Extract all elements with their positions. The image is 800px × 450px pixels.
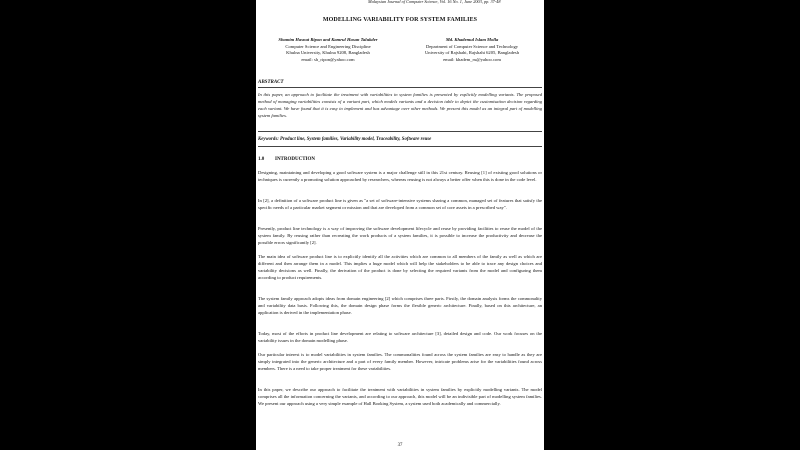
paper-title: MODELLING VARIABILITY FOR SYSTEM FAMILIES xyxy=(322,17,478,23)
author-email: email: khadem_ru@yahoo.com xyxy=(443,56,501,62)
paragraph: Presently, product line technology is a way of improving the software development lifecycle and reuse by providing facilities to reuse the model of the system family. By reusing rather than recreating the work products of a system families, it is possible to increase the productivity and decrease the possible errors significantly [2]. xyxy=(258,226,542,245)
paragraph: Designing, maintaining and developing a good software system is a major challenge still in this 21st century. Reusing [1] of existing good solutions or techniques is currently a promoting solution approached by researchers, whereas reusing is not always a better offer when this is done in the code level. xyxy=(258,170,542,182)
author-block-1 xyxy=(256,37,400,63)
keywords-rule xyxy=(258,146,542,147)
author-department: Computer Science and Engineering Discipline xyxy=(285,43,371,49)
author-affiliation: University of Rajshahi, Rajshahi 6205, Bangladesh xyxy=(424,50,520,56)
paragraph: In [2], a definition of a software product line is given as "a set of software-intensive systems sharing a common, managed set of features that satisfy the specific needs of a particular market segment or mission and that are developed from a common set of core assets in a prescribed way". xyxy=(258,198,542,210)
author-email: email: sh_ripon@yahoo.com xyxy=(301,56,355,62)
keywords: Keywords: Product line, System families, Variability model, Traceability, Software reuse xyxy=(258,137,432,142)
page-number: 37 xyxy=(397,443,403,448)
paragraph: Our particular interest is to model variabilities in system families. The commonalities found across the system families are easy to handle as they are simply integrated into the generic architecture and a part of every family member. However, intricate problems arise for the variabilities found across members. There is a need to take proper treatment for these variabilities. xyxy=(258,352,542,371)
paper-page xyxy=(256,0,544,450)
paragraph: Today, most of the efforts in product line development are relating to software architecture [3], detailed design and code. Our work focuses on the variability issues in the domain modelling phase. xyxy=(258,331,542,343)
abstract-bottom-rule xyxy=(258,131,542,132)
abstract-top-rule xyxy=(258,87,542,88)
paragraph: The system family approach adopts ideas from domain engineering [2] which comprises three parts. Firstly, the domain analysis forms the commonality and variability data basis. Following this, the domain design phase forms the flexible generic architecture. Finally, based on this architecture, an application is derived in the implementation phase. xyxy=(258,296,542,315)
paragraph: In this paper, we describe our approach to facilitate the treatment with variabilities in system families by explicitly modelling variants. The model comprises all the information concerning the variants, and according to our approach, this model will be an indivisible part of modelling system families. We present our approach using a very simple example of Hall Booking System, a system used both academically and commercially. xyxy=(258,387,542,406)
journal-header: Malaysian Journal of Computer Science, Vol. 16 No. 1, June 2003, pp. 37-48 xyxy=(368,0,501,4)
author-block-2 xyxy=(400,37,544,63)
author-affiliation: Khulna University, Khulna 9208, Bangladesh xyxy=(286,50,370,56)
author-names: Shamim Hasnat Ripon and Kamrul Hasan Talukder xyxy=(278,37,378,42)
section-title: INTRODUCTION xyxy=(275,157,316,162)
author-department: Department of Computer Science and Technology xyxy=(425,43,519,49)
author-names: Md. Khademul Islam Molla xyxy=(445,37,499,42)
section-number: 1.0 xyxy=(258,157,265,162)
paragraph: The main idea of software product line is to explicitly identify all the activities which are common to all members of the family as well as which are different and then arrange them in a model. This implies a huge model which will help the stakeholders to be able to trace any design choices and variability decisions as well. Finally, the derivation of the product is done by selecting the required variants from the model and configuring them according to product requirements. xyxy=(258,254,542,280)
abstract-heading: ABSTRACT xyxy=(258,80,284,85)
abstract-text: In this paper, an approach to facilitate the treatment with variabilities in system families is presented by explicitly modelling variants. The proposed method of managing variabilities consists of a variant part, which models variants and a decision table to depict the customisation decision regarding each variant. We have found that it is easy to implement and has advantage over other methods. We present this model as an integral part of modelling system families. xyxy=(258,92,542,118)
